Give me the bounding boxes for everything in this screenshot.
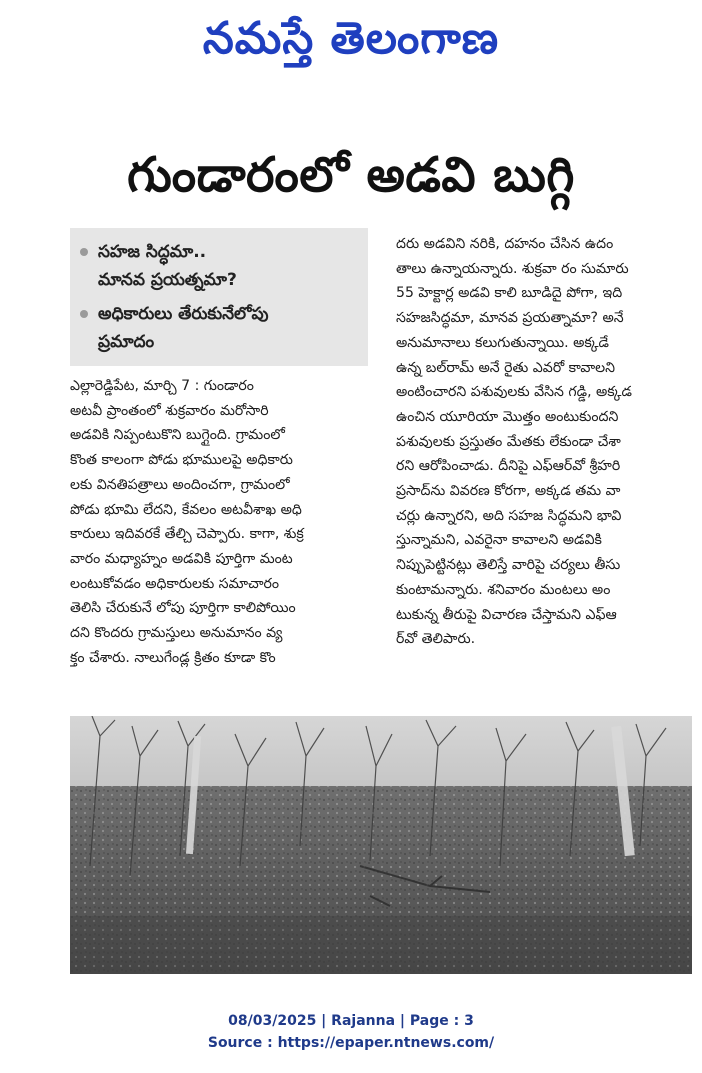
highlight-line: సహజ సిద్ధమా.. (98, 242, 207, 262)
highlights-box (70, 228, 368, 366)
article-column-right (396, 232, 692, 652)
text-line: అటవీ ప్రాంతంలో శుక్రవారం మరోసారి (70, 402, 269, 419)
text-line: కుంటామన్నారు. శనివారం మంటలు అం (396, 581, 611, 598)
text-line: కొంత కాలంగా పోడు భూములపై అధికారు (70, 452, 293, 469)
text-line: టుకున్న తీరుపై విచారణ చేస్తామని ఎఫ్ఆ (396, 606, 617, 623)
text-line: ర్‌వో తెలిపారు. (396, 631, 476, 648)
text-line: లకు వినతిపత్రాలు అందించగా, గ్రామంలో (70, 476, 290, 493)
text-line: ఎల్లారెడ్డిపేట, మార్చి 7 : గుండారం (70, 378, 254, 394)
burnt-forest-photo (70, 716, 692, 974)
text-line: ప్రసాద్‌ను వివరణ కోరగా, అక్కడ తమ వా (396, 483, 621, 500)
text-line: ఉన్న బల్‌రామ్ అనే రైతు ఎవరో కావాలని (396, 359, 616, 376)
bullet-icon (80, 248, 88, 256)
article-column-left (70, 374, 368, 670)
footer-edition-info: 08/03/2025 | Rajanna | Page : 3 (228, 1013, 474, 1029)
highlight-item (80, 238, 360, 294)
text-line: క్తం చేశారు. నాలుగేండ్ల క్రితం కూడా కొం (70, 649, 276, 666)
bullet-icon (80, 310, 88, 318)
text-line: అనుమానాలు కలుగుతున్నాయి. అక్కడే (396, 334, 609, 351)
newspaper-masthead (0, 6, 702, 72)
text-line: సహజసిద్ధమా, మానవ ప్రయత్నామా? అనే (396, 310, 624, 327)
text-line: నిప్పుపెట్టినట్లు తెలిస్తే వారిపై చర్యలు తీసు (396, 557, 621, 574)
text-line: అంటించారని పశువులకు వేసిన గడ్డి, అక్కడ (396, 384, 632, 401)
masthead-title: నమస్తే తెలంగాణ (202, 13, 500, 64)
highlight-line: అధికారులు తేరుకునేలోపు (98, 304, 269, 324)
text-line: అడవికి నిప్పంటుకొని బుగ్గైంది. గ్రామంలో (70, 427, 285, 444)
text-line: చర్లు ఉన్నారని, అది సహజ సిద్ధమని భావి (396, 507, 622, 524)
text-line: రని ఆరోపించాడు. దీనిపై ఎఫ్‌ఆర్‌వో శ్రీహరి (396, 458, 621, 475)
text-line: లంటుకోవడం అధికారులకు సమాచారం (70, 575, 280, 592)
text-line: పోడు భూమి లేదని, కేవలం అటవీశాఖ అధి (70, 501, 302, 518)
text-line: కారులు ఇదివరకే తేల్చి చెప్పారు. కాగా, శుక్ర (70, 526, 304, 543)
text-line: దని కొందరు గ్రామస్తులు అనుమానం వ్య (70, 625, 283, 642)
text-line: 55 హెక్టార్ల అడవి కాలి బూడిదై పోగా, ఇది (396, 285, 623, 302)
text-line: స్తున్నామని, ఎవరైనా కావాలని అడవికి (396, 532, 602, 549)
text-line: ఉంచిన యూరియా మొత్తం అంటుకుందని (396, 408, 619, 425)
text-line: దరు అడవిని నరికి, దహనం చేసిన ఉదం (396, 236, 614, 252)
text-line: వారం మధ్యాహ్నం అడవికి పూర్తిగా మంట (70, 550, 293, 567)
highlight-line: మానవ ప్రయత్నమా? (98, 270, 237, 290)
highlight-item (80, 300, 360, 356)
article-headline: గుండారంలో అడవి బుగ్గి (127, 147, 575, 203)
text-line: తెలిసి చేరుకునే లోపు పూర్తిగా కాలిపోయిం (70, 600, 296, 617)
text-line: పశువులకు ప్రస్తుతం మేతకు లేకుండా చేశా (396, 433, 621, 450)
footer-source-link[interactable]: Source : https://epaper.ntnews.com/ (207, 1035, 495, 1051)
text-line: తాలు ఉన్నాయన్నారు. శుక్రవా రం సుమారు (396, 260, 629, 277)
highlight-line: ప్రమాదం (98, 332, 155, 352)
